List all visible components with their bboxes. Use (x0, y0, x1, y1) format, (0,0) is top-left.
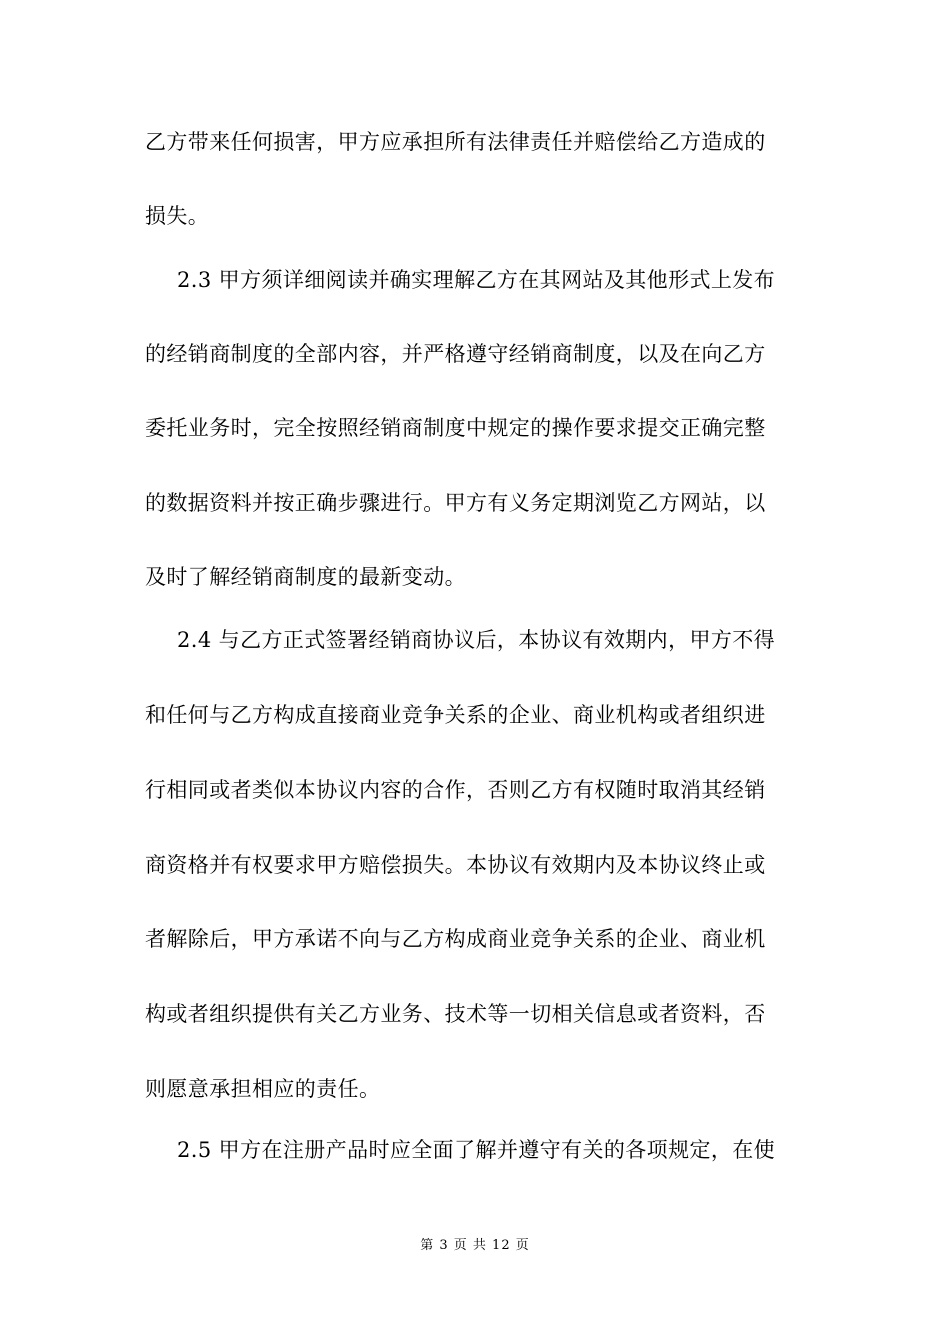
text-line: 构或者组织提供有关乙方业务、技术等一切相关信息或者资料，否 (145, 1002, 766, 1026)
text-line: 商资格并有权要求甲方赔偿损失。本协议有效期内及本协议终止或 (145, 853, 766, 877)
text-line: 的数据资料并按正确步骤进行。甲方有义务定期浏览乙方网站，以 (145, 491, 766, 515)
text-line: 乙方带来任何损害，甲方应承担所有法律责任并赔偿给乙方造成的 (145, 130, 766, 154)
text-line: 及时了解经销商制度的最新变动。 (145, 565, 466, 589)
text-line: 的经销商制度的全部内容，并严格遵守经销商制度，以及在向乙方 (145, 342, 766, 366)
clause-2-3-line: 2.3 甲方须详细阅读并确实理解乙方在其网站及其他形式上发布 (177, 268, 776, 292)
clause-2-4-line: 2.4 与乙方正式签署经销商协议后，本协议有效期内，甲方不得 (177, 628, 776, 652)
text-line: 行相同或者类似本协议内容的合作，否则乙方有权随时取消其经销 (145, 778, 766, 802)
text-line: 委托业务时，完全按照经销商制度中规定的操作要求提交正确完整 (145, 416, 766, 440)
text-line: 损失。 (145, 204, 210, 228)
page-number-footer: 第 3 页 共 12 页 (420, 1238, 530, 1253)
text-line: 和任何与乙方构成直接商业竞争关系的企业、商业机构或者组织进 (145, 703, 766, 727)
clause-2-5-line: 2.5 甲方在注册产品时应全面了解并遵守有关的各项规定，在使 (177, 1138, 776, 1162)
text-line: 则愿意承担相应的责任。 (145, 1077, 381, 1101)
text-line: 者解除后，甲方承诺不向与乙方构成商业竞争关系的企业、商业机 (145, 927, 766, 951)
